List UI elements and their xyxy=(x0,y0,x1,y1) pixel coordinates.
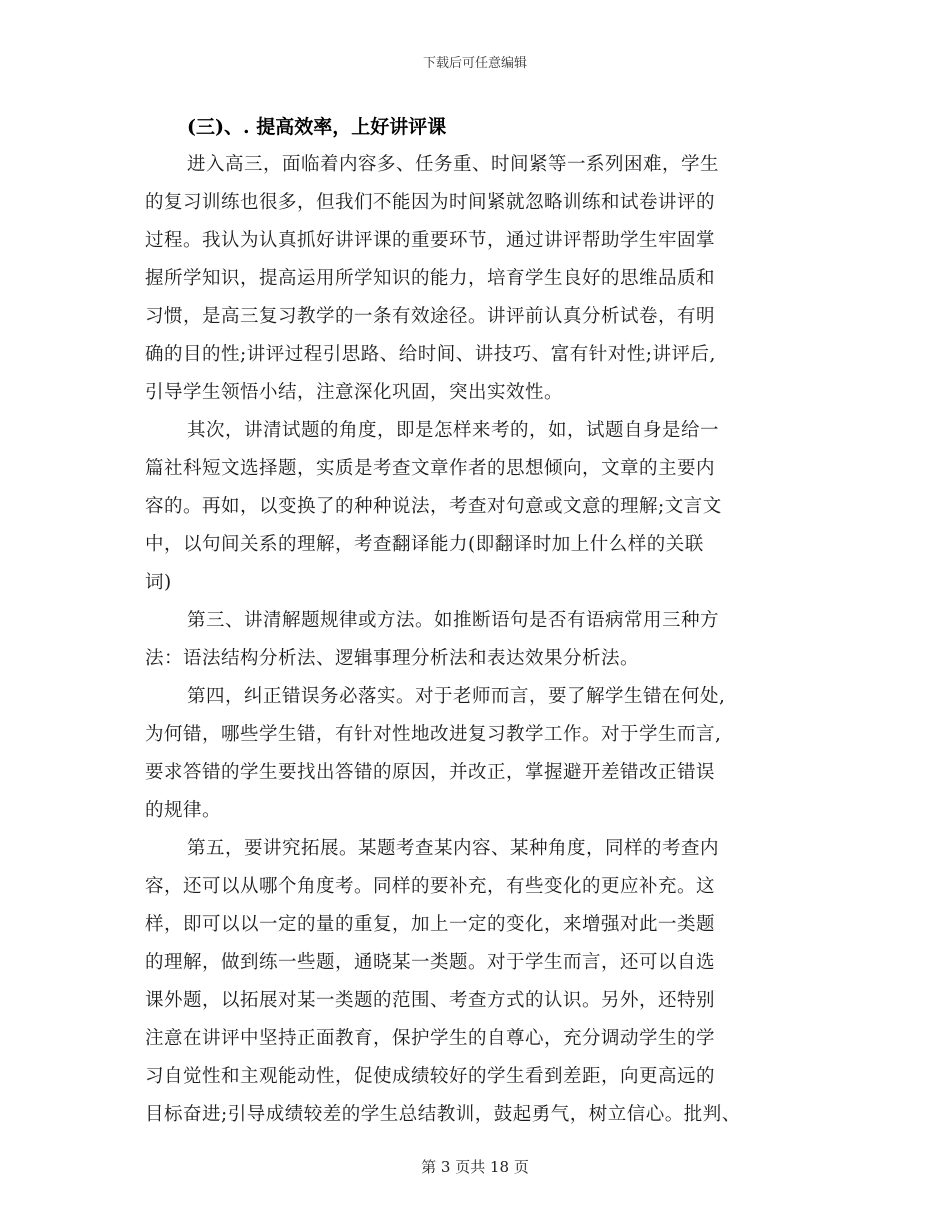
page-footer: 第 3 页共 18 页 xyxy=(421,1158,529,1176)
paragraph-line: 的理解，做到练一些题，通晓某一类题。对于学生而言，还可以自选 xyxy=(145,952,716,973)
paragraph-line: 进入高三，面临着内容多、任务重、时间紧等一系列困难，学生 xyxy=(187,154,720,175)
paragraph-line: 引导学生领悟小结，注意深化巩固，突出实效性。 xyxy=(145,382,564,403)
paragraph-line: 第五，要讲究拓展。某题考查某内容、某种角度，同样的考查内 xyxy=(187,838,720,859)
paragraph-line: 容，还可以从哪个角度考。同样的要补充，有些变化的更应补充。这 xyxy=(145,876,716,897)
paragraph-line: 为何错，哪些学生错，有针对性地改进复习教学工作。对于学生而言, xyxy=(145,724,722,745)
paragraph-line: 第三、讲清解题规律或方法。如推断语句是否有语病常用三种方 xyxy=(187,610,720,631)
paragraph-line: 的复习训练也很多，但我们不能因为时间紧就忽略训练和试卷讲评的 xyxy=(145,192,716,213)
paragraph-line: 容的。再如，以变换了的种种说法，考查对句意或文意的理解;文言文 xyxy=(145,496,722,517)
paragraph-line: 课外题，以拓展对某一类题的范围、考查方式的认识。另外，还特别 xyxy=(145,990,716,1011)
paragraph-line: 其次，讲清试题的角度，即是怎样来考的，如，试题自身是给一 xyxy=(187,420,720,441)
section-heading: (三)、. 提高效率，上好讲评课 xyxy=(187,116,447,138)
paragraph-line: 法：语法结构分析法、逻辑事理分析法和表达效果分析法。 xyxy=(145,648,640,669)
paragraph-line: 过程。我认为认真抓好讲评课的重要环节，通过讲评帮助学生牢固掌 xyxy=(145,230,716,251)
page-header: 下载后可任意编辑 xyxy=(422,56,527,71)
paragraph-line: 第四，纠正错误务必落实。对于老师而言，要了解学生错在何处, xyxy=(187,686,726,707)
paragraph-line: 词) xyxy=(145,572,172,593)
paragraph-line: 样，即可以以一定的量的重复，加上一定的变化，来增强对此一类题 xyxy=(145,914,716,935)
paragraph-line: 习自觉性和主观能动性，促使成绩较好的学生看到差距，向更高远的 xyxy=(145,1066,716,1087)
paragraph-line: 要求答错的学生要找出答错的原因，并改正，掌握避开差错改正错误 xyxy=(145,762,716,783)
paragraph-line: 确的目的性;讲评过程引思路、给时间、讲技巧、富有针对性;讲评后, xyxy=(145,344,716,365)
paragraph-line: 中，以句间关系的理解，考查翻译能力(即翻译时加上什么样的关联 xyxy=(145,534,704,555)
paragraph-line: 篇社科短文选择题，实质是考查文章作者的思想倾向，文章的主要内 xyxy=(145,458,716,479)
paragraph-line: 目标奋进;引导成绩较差的学生总结教训，鼓起勇气，树立信心。批判、 xyxy=(145,1104,741,1125)
paragraph-line: 注意在讲评中坚持正面教育，保护学生的自尊心，充分调动学生的学 xyxy=(145,1028,716,1049)
paragraph-line: 握所学知识，提高运用所学知识的能力，培育学生良好的思维品质和 xyxy=(145,268,716,289)
paragraph-line: 习惯，是高三复习教学的一条有效途径。讲评前认真分析试卷，有明 xyxy=(145,306,716,327)
paragraph-line: 的规律。 xyxy=(145,800,222,821)
